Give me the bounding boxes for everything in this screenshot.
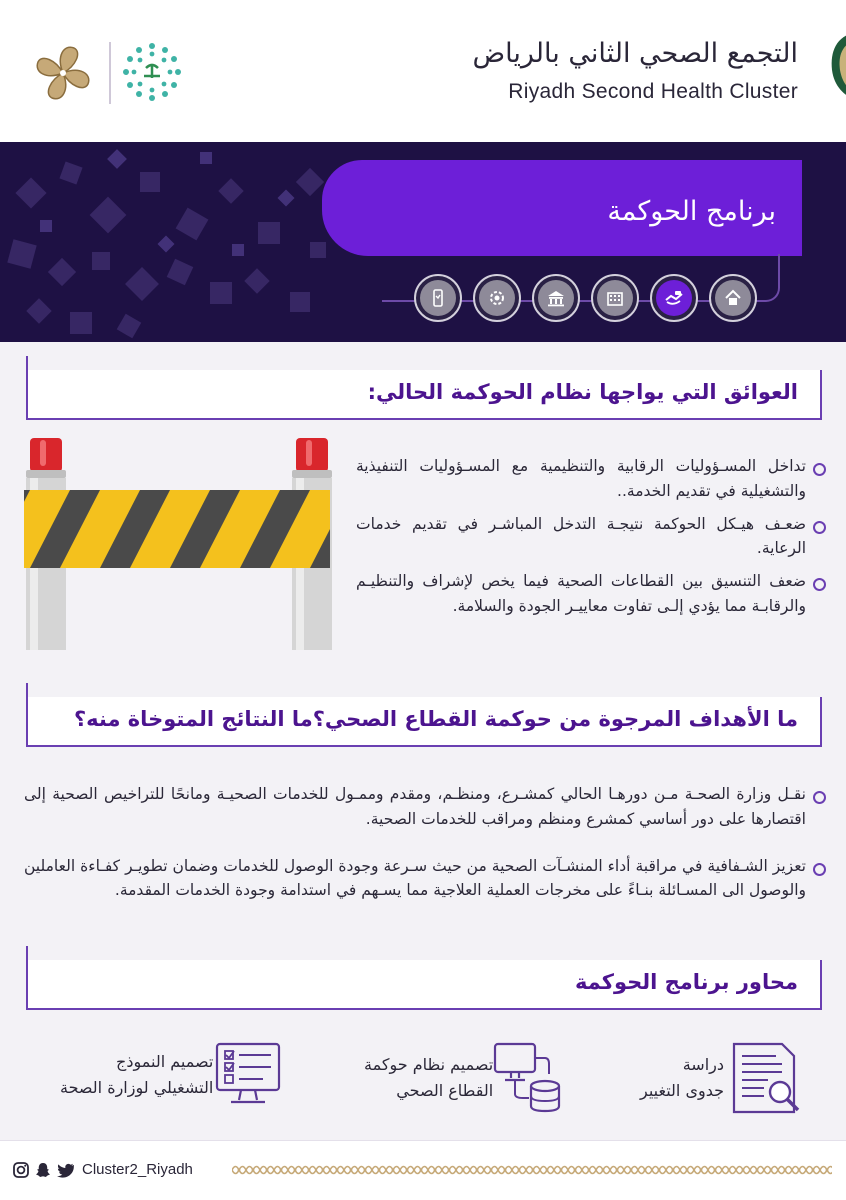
page-header — [0, 0, 846, 142]
logo-divider — [109, 42, 111, 104]
social-handle[interactable]: Cluster2_Riyadh — [82, 1161, 193, 1178]
goals-list — [24, 782, 826, 911]
road-barrier-icon — [20, 436, 340, 656]
axis-label-line1: تصميم النموذج — [116, 1052, 214, 1072]
axes-heading-box — [26, 960, 822, 1010]
goals-title: ما الأهداف المرجوة من حوكمة القطاع الصحي؟ما النتائج المتوخاة منه؟ — [73, 707, 798, 731]
axis-feasibility-study — [632, 1040, 804, 1116]
axis-label-line2: التشغيلي لوزارة الصحة — [60, 1078, 214, 1097]
list-item: نقـل وزارة الصحـة مـن دورهـا الحالي كمشـرع، ومنظـم، ومقدم وممـول للخدمات الصحيـة ومانحًا للتراخيص الصحية إلى اقتصارها على دور أساسي كمشرع ومنظم ومراقب للخدمات الصحية. — [24, 782, 826, 832]
page-footer — [0, 1140, 846, 1200]
heading-tick — [26, 356, 28, 372]
org-name-english: Riyadh Second Health Cluster — [508, 80, 798, 103]
twitter-icon[interactable] — [56, 1161, 76, 1179]
snapchat-icon[interactable] — [34, 1161, 52, 1179]
vision-logo-icon — [120, 40, 184, 104]
program-banner — [0, 142, 846, 342]
org-name-arabic: التجمع الصحي الثاني بالرياض — [472, 38, 798, 69]
heading-tick — [26, 683, 28, 699]
list-item: ضعـف هيـكل الحوكمة نتيجـة التدخل المباشـر في تقديم خدمات الرعاية. — [356, 512, 826, 562]
axis-governance-design — [356, 1040, 565, 1116]
axis-operating-model — [50, 1040, 283, 1110]
axis-label-line1: دراسة — [682, 1055, 724, 1075]
footer-pattern-icon — [232, 1161, 832, 1179]
governance-icon[interactable] — [650, 274, 698, 322]
list-item: تعزيز الشـفافية في مراقبة أداء المنشـآت الصحية من حيث سـرعة وجودة الوصول للخدمات وضمان تطويـر كفـاءة العاملين والوصول الى المسـائلة بنـاءً على مخرجات العملية العلاجية مما يسـهم في استدامة وجودة الخدمات المقدمة. — [24, 854, 826, 904]
heading-tick — [26, 946, 28, 962]
home-icon[interactable] — [709, 274, 757, 322]
banner-pattern-icon — [0, 142, 340, 342]
settings-icon[interactable] — [473, 274, 521, 322]
computer-database-icon — [493, 1040, 565, 1116]
program-title: برنامج الحوكمة — [607, 196, 776, 227]
axes-title: محاور برنامج الحوكمة — [574, 970, 798, 994]
building-icon[interactable] — [532, 274, 580, 322]
program-nav-icons — [414, 274, 757, 322]
goals-heading-box — [26, 697, 822, 747]
monitor-checklist-icon — [213, 1040, 283, 1110]
obstacles-heading-box — [26, 370, 822, 420]
instagram-icon[interactable] — [12, 1161, 30, 1179]
obstacles-list — [356, 454, 826, 627]
moh-emblem-icon — [818, 30, 846, 102]
social-icons — [12, 1161, 76, 1179]
axis-label-line1: تصميم نظام حوكمة — [364, 1055, 494, 1075]
cluster-flower-logo-icon — [28, 38, 98, 108]
axis-label-line2: القطاع الصحي — [396, 1081, 494, 1100]
list-item: تداخل المسـؤوليات الرقابية والتنظيمية مع المسـؤوليات التنفيذية والتشغيلية في تقديم الخدمة.. — [356, 454, 826, 504]
hospital-icon[interactable] — [591, 274, 639, 322]
document-search-icon — [724, 1040, 804, 1116]
axis-label-line2: جدوى التغيير — [640, 1081, 724, 1100]
obstacles-title: العوائق التي يواجها نظام الحوكمة الحالي: — [367, 380, 798, 404]
mobile-icon[interactable] — [414, 274, 462, 322]
list-item: ضعف التنسيق بين القطاعات الصحية فيما يخص لإشراف والتنظيـم والرقابـة مما يؤدي إلـى تفاوت معاييـر الجودة والسلامة. — [356, 569, 826, 619]
